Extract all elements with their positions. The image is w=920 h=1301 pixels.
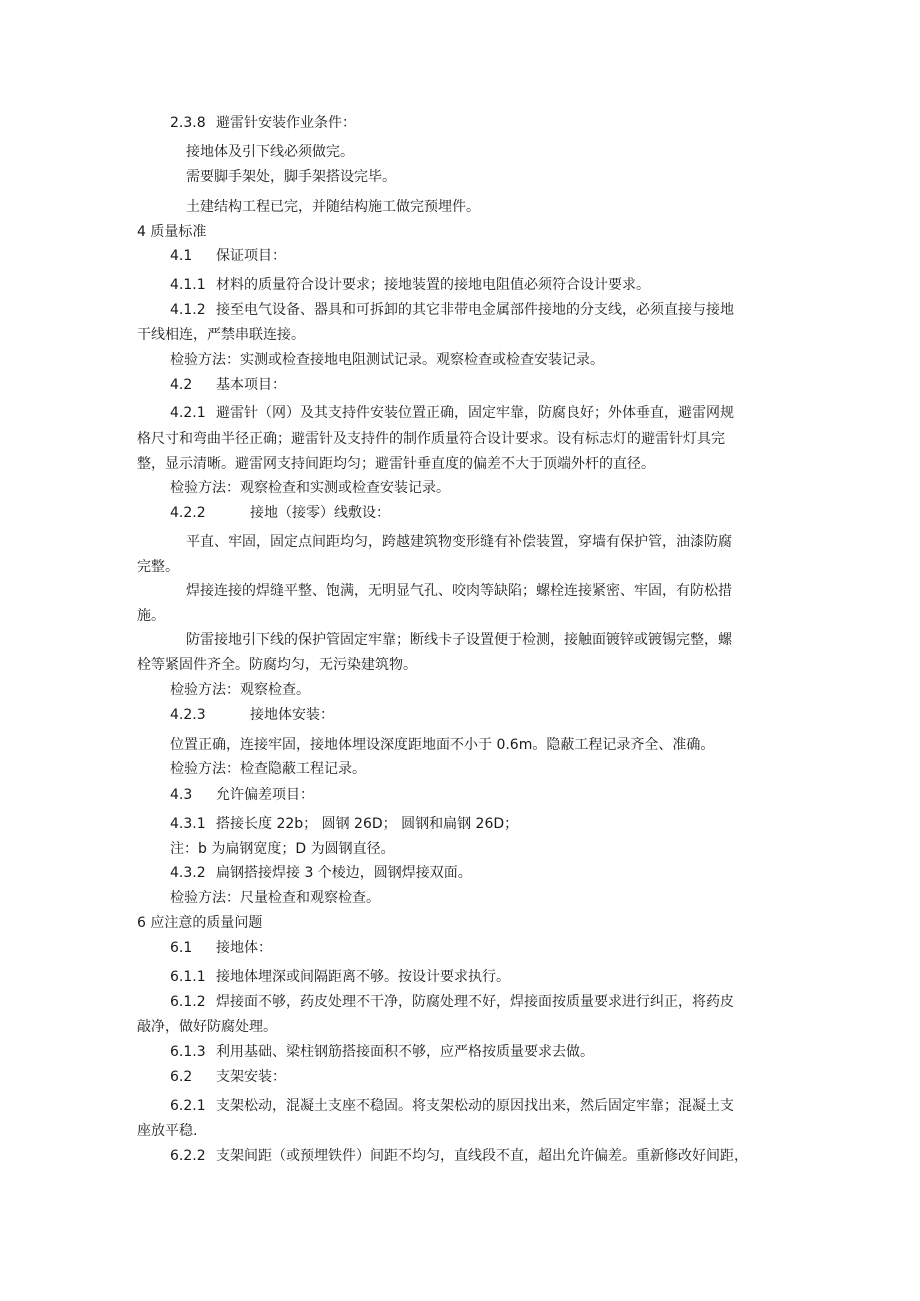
clause-4-2-1 — [170, 403, 734, 423]
paragraph — [170, 735, 714, 755]
clause-number: 4.2.3 — [170, 707, 206, 723]
inspection-method — [170, 478, 450, 498]
clause-number: 4.1.2 — [170, 302, 206, 318]
paragraph-text: 检验方法：实测或检查接地电阻测试记录。观察检查或检查安装记录。 — [170, 352, 604, 368]
clause-6-1 — [170, 938, 272, 958]
paragraph-continuation — [137, 325, 305, 345]
clause-number: 6.1.1 — [170, 969, 206, 985]
inspection-method — [170, 888, 380, 908]
section-heading — [137, 222, 206, 242]
clause-text: 支架间距（或预埋铁件）间距不均匀，直线段不直，超出允许偏差。重新修改好间距， — [216, 1148, 748, 1164]
clause-text: 扁钢搭接焊接 3 个棱边，圆钢焊接双面。 — [216, 865, 472, 881]
clause-text: 避雷针安装作业条件： — [216, 115, 356, 131]
section-heading-text: 6 应注意的质量问题 — [137, 915, 263, 931]
paragraph-text: 土建结构工程已完，并随结构施工做完预埋件。 — [186, 199, 480, 215]
paragraph — [186, 630, 732, 650]
note — [170, 839, 395, 859]
clause-4-2 — [170, 375, 286, 395]
clause-6-2 — [170, 1067, 286, 1087]
clause-text: 材料的质量符合设计要求；接地装置的接地电阻值必须符合设计要求。 — [216, 277, 650, 293]
paragraph-text: 检验方法：观察检查。 — [170, 682, 310, 698]
clause-4-2-2 — [170, 503, 390, 523]
paragraph-text: 接地体及引下线必须做完。 — [186, 144, 354, 160]
clause-number: 4.1.1 — [170, 277, 206, 293]
paragraph-text: 焊接连接的焊缝平整、饱满，无明显气孔、咬肉等缺陷；螺栓连接紧密、牢固，有防松措 — [186, 583, 732, 599]
clause-number: 4.2.1 — [170, 405, 206, 421]
clause-number: 6.2.1 — [170, 1098, 206, 1114]
paragraph-text: 平直、牢固，固定点间距均匀，跨越建筑物变形缝有补偿装置，穿墙有保护管，油漆防腐 — [186, 534, 732, 550]
clause-number: 4.2 — [170, 377, 193, 393]
inspection-method — [170, 350, 604, 370]
clause-text: 避雷针（网）及其支持件安装位置正确，固定牢靠，防腐良好；外体垂直，避雷网规 — [216, 405, 734, 421]
clause-number: 4.1 — [170, 248, 193, 264]
clause-text: 保证项目： — [216, 248, 286, 264]
paragraph-continuation — [137, 655, 417, 675]
paragraph-text: 整，显示清晰。避雷网支持间距均匀；避雷针垂直度的偏差不大于顶端外杆的直径。 — [137, 456, 655, 472]
clause-number: 6.1.2 — [170, 994, 206, 1010]
paragraph — [186, 197, 480, 217]
clause-6-2-2 — [170, 1146, 748, 1166]
clause-4-1-2 — [170, 300, 734, 320]
paragraph-continuation — [137, 454, 655, 474]
clause-number: 6.1 — [170, 940, 193, 956]
paragraph — [186, 532, 732, 552]
clause-6-2-1 — [170, 1096, 734, 1116]
inspection-method — [170, 759, 366, 779]
clause-2-3-8 — [170, 113, 356, 133]
clause-number: 4.3.1 — [170, 816, 206, 832]
inspection-method — [170, 680, 310, 700]
clause-4-3-1 — [170, 814, 518, 834]
clause-4-1 — [170, 246, 286, 266]
clause-number: 2.3.8 — [170, 115, 206, 131]
clause-text: 搭接长度 22b； 圆钢 26D； 圆钢和扁钢 26D； — [216, 816, 519, 832]
paragraph-text: 检验方法：检查隐蔽工程记录。 — [170, 761, 366, 777]
paragraph-text: 检验方法：观察检查和实测或检查安装记录。 — [170, 480, 450, 496]
paragraph-text: 栓等紧固件齐全。防腐均匀，无污染建筑物。 — [137, 657, 417, 673]
clause-text: 焊接面不够，药皮处理不干净，防腐处理不好，焊接面按质量要求进行纠正，将药皮 — [216, 994, 734, 1010]
clause-text: 支架松动，混凝土支座不稳固。将支架松动的原因找出来，然后固定牢靠；混凝土支 — [216, 1098, 734, 1114]
clause-4-3-2 — [170, 863, 472, 883]
clause-text: 支架安装： — [216, 1069, 286, 1085]
clause-number: 6.1.3 — [170, 1044, 206, 1060]
paragraph-text: 检验方法：尺量检查和观察检查。 — [170, 890, 380, 906]
clause-text: 接地体埋深或间隔距离不够。按设计要求执行。 — [216, 969, 510, 985]
clause-6-1-1 — [170, 967, 510, 987]
clause-4-1-1 — [170, 275, 650, 295]
paragraph-text: 需要脚手架处，脚手架搭设完毕。 — [186, 169, 396, 185]
clause-text: 利用基础、梁柱钢筋搭接面积不够，应严格按质量要求去做。 — [216, 1044, 594, 1060]
clause-number: 6.2.2 — [170, 1148, 206, 1164]
paragraph-text: 位置正确，连接牢固，接地体埋设深度距地面不小于 0.6m。隐蔽工程记录齐全、准确。 — [170, 737, 715, 753]
clause-number: 4.3.2 — [170, 865, 206, 881]
clause-text: 接地体： — [216, 940, 272, 956]
paragraph — [186, 581, 732, 601]
paragraph-continuation — [137, 429, 725, 449]
paragraph-text: 完整。 — [137, 559, 179, 575]
clause-number: 6.2 — [170, 1069, 193, 1085]
clause-4-3 — [170, 785, 314, 805]
paragraph-text: 格尺寸和弯曲半径正确；避雷针及支持件的制作质量符合设计要求。设有标志灯的避雷针灯具完 — [137, 431, 725, 447]
paragraph-continuation — [137, 1121, 197, 1141]
paragraph-continuation — [137, 606, 165, 626]
section-heading — [137, 913, 262, 933]
paragraph-text: 座放平稳. — [137, 1123, 198, 1139]
clause-text: 接至电气设备、器具和可拆卸的其它非带电金属部件接地的分支线，必须直接与接地 — [216, 302, 734, 318]
paragraph-continuation — [137, 1017, 277, 1037]
clause-text: 接地（接零）线敷设： — [250, 505, 390, 521]
paragraph — [186, 142, 354, 162]
paragraph-text: 防雷接地引下线的保护管固定牢靠；断线卡子设置便于检测，接触面镀锌或镀锡完整，螺 — [186, 632, 732, 648]
paragraph-text: 干线相连，严禁串联连接。 — [137, 327, 305, 343]
clause-number: 4.3 — [170, 787, 193, 803]
section-heading-text: 4 质量标准 — [137, 224, 207, 240]
clause-text: 接地体安装： — [250, 707, 334, 723]
clause-text: 基本项目： — [216, 377, 286, 393]
clause-number: 4.2.2 — [170, 505, 206, 521]
paragraph-text: 敲净，做好防腐处理。 — [137, 1019, 277, 1035]
clause-text: 允许偏差项目： — [216, 787, 314, 803]
paragraph-continuation — [137, 557, 179, 577]
clause-4-2-3 — [170, 705, 334, 725]
clause-6-1-2 — [170, 992, 734, 1012]
clause-6-1-3 — [170, 1042, 594, 1062]
paragraph-text: 施。 — [137, 608, 165, 624]
paragraph — [186, 167, 396, 187]
note-text: 注：b 为扁钢宽度；D 为圆钢直径。 — [170, 841, 395, 857]
